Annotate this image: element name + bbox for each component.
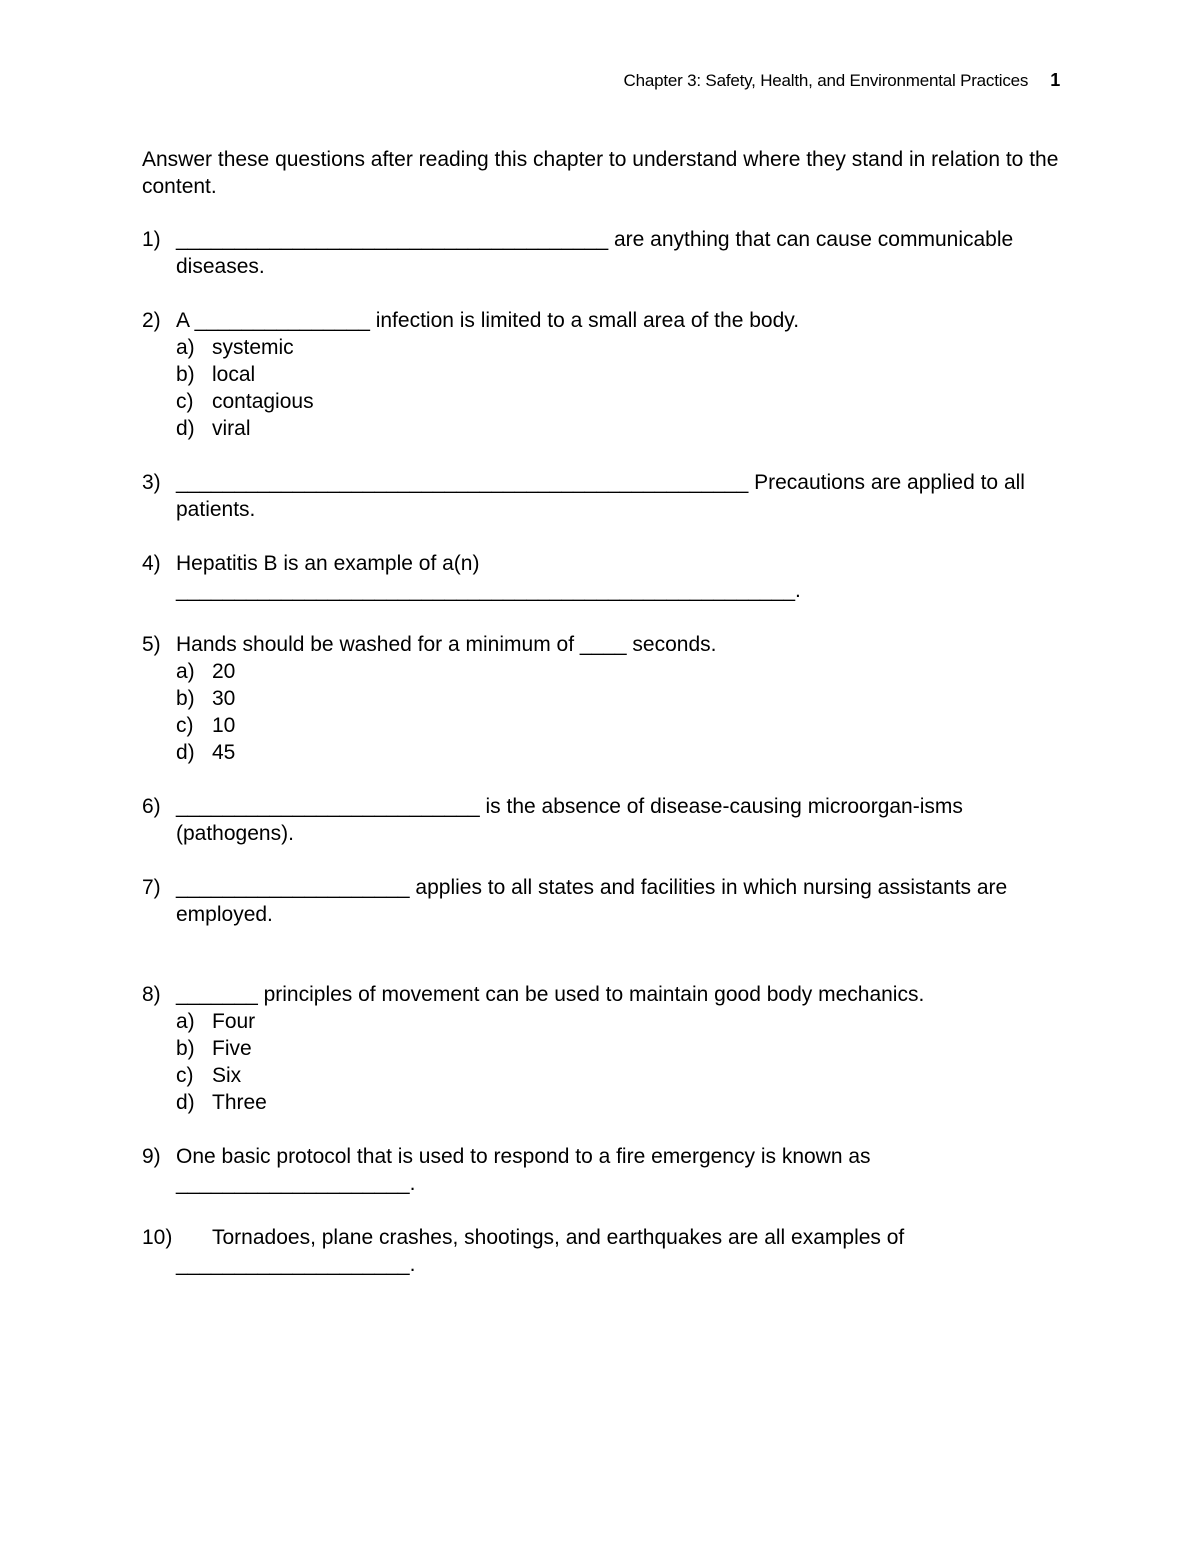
option-c [176, 1062, 1062, 1089]
question-10 [142, 1224, 1062, 1278]
page-number: 1 [1050, 70, 1060, 90]
option-c [176, 388, 1062, 415]
question-text: _______ principles of movement can be used to maintain good body mechanics. [176, 983, 925, 1006]
option-text: Six [212, 1064, 242, 1087]
worksheet-body [142, 146, 1062, 1305]
option-a [176, 1008, 1062, 1035]
question-text: _____________________________________ are anything that can cause communicable diseases. [176, 228, 1014, 278]
question-number: 7) [142, 876, 161, 899]
option-c [176, 712, 1062, 739]
option-b [176, 1035, 1062, 1062]
option-letter: a) [176, 336, 195, 359]
question-2 [142, 307, 1062, 442]
question-text: One basic protocol that is used to respond to a fire emergency is known as ____________________. [176, 1145, 871, 1195]
question-text: Tornadoes, plane crashes, shootings, and earthquakes are all examples of ____________________. [176, 1226, 905, 1276]
option-text: 45 [212, 741, 236, 764]
option-letter: b) [176, 363, 195, 386]
question-4 [142, 550, 1062, 604]
option-text: Five [212, 1037, 252, 1060]
option-text: viral [212, 417, 251, 440]
intro-text: Answer these questions after reading this chapter to understand where they stand in relation to the content. [142, 148, 1059, 198]
option-letter: a) [176, 660, 195, 683]
option-text: Three [212, 1091, 267, 1114]
option-text: 20 [212, 660, 236, 683]
answer-options [176, 658, 1062, 766]
option-letter: b) [176, 687, 195, 710]
question-number: 4) [142, 552, 161, 575]
option-d [176, 739, 1062, 766]
question-5 [142, 631, 1062, 766]
option-b [176, 361, 1062, 388]
question-number: 6) [142, 795, 161, 818]
option-letter: c) [176, 390, 194, 413]
question-number: 1) [142, 228, 161, 251]
question-1 [142, 226, 1062, 280]
question-text: A _______________ infection is limited to a small area of the body. [176, 309, 800, 332]
option-a [176, 658, 1062, 685]
question-8 [142, 981, 1062, 1116]
answer-options [176, 334, 1062, 442]
question-number: 10) [142, 1226, 173, 1249]
option-letter: d) [176, 741, 195, 764]
question-number: 9) [142, 1145, 161, 1168]
question-7 [142, 874, 1062, 928]
question-number: 5) [142, 633, 161, 656]
option-letter: a) [176, 1010, 195, 1033]
option-letter: d) [176, 1091, 195, 1114]
option-text: systemic [212, 336, 294, 359]
question-3 [142, 469, 1062, 523]
question-number: 3) [142, 471, 161, 494]
option-text: Four [212, 1010, 256, 1033]
question-number: 8) [142, 983, 161, 1006]
question-6 [142, 793, 1062, 847]
chapter-title: Chapter 3: Safety, Health, and Environmental Practices [623, 71, 1029, 90]
option-letter: b) [176, 1037, 195, 1060]
option-d [176, 1089, 1062, 1116]
question-text: Hepatitis B is an example of a(n) _____________________________________________________. [176, 552, 801, 602]
option-a [176, 334, 1062, 361]
question-text: Hands should be washed for a minimum of ____ seconds. [176, 633, 717, 656]
option-text: 30 [212, 687, 236, 710]
question-9 [142, 1143, 1062, 1197]
option-b [176, 685, 1062, 712]
question-text: _________________________________________________ Precautions are applied to all patients. [176, 471, 1025, 521]
option-d [176, 415, 1062, 442]
option-text: 10 [212, 714, 236, 737]
question-text: __________________________ is the absence of disease-causing microorgan-isms (pathogens). [176, 795, 963, 845]
answer-options [176, 1008, 1062, 1116]
question-text: ____________________ applies to all states and facilities in which nursing assistants are employed. [176, 876, 1008, 926]
question-number: 2) [142, 309, 161, 332]
option-text: local [212, 363, 256, 386]
option-text: contagious [212, 390, 314, 413]
option-letter: d) [176, 417, 195, 440]
option-letter: c) [176, 714, 194, 737]
option-letter: c) [176, 1064, 194, 1087]
page-header [624, 70, 1060, 91]
